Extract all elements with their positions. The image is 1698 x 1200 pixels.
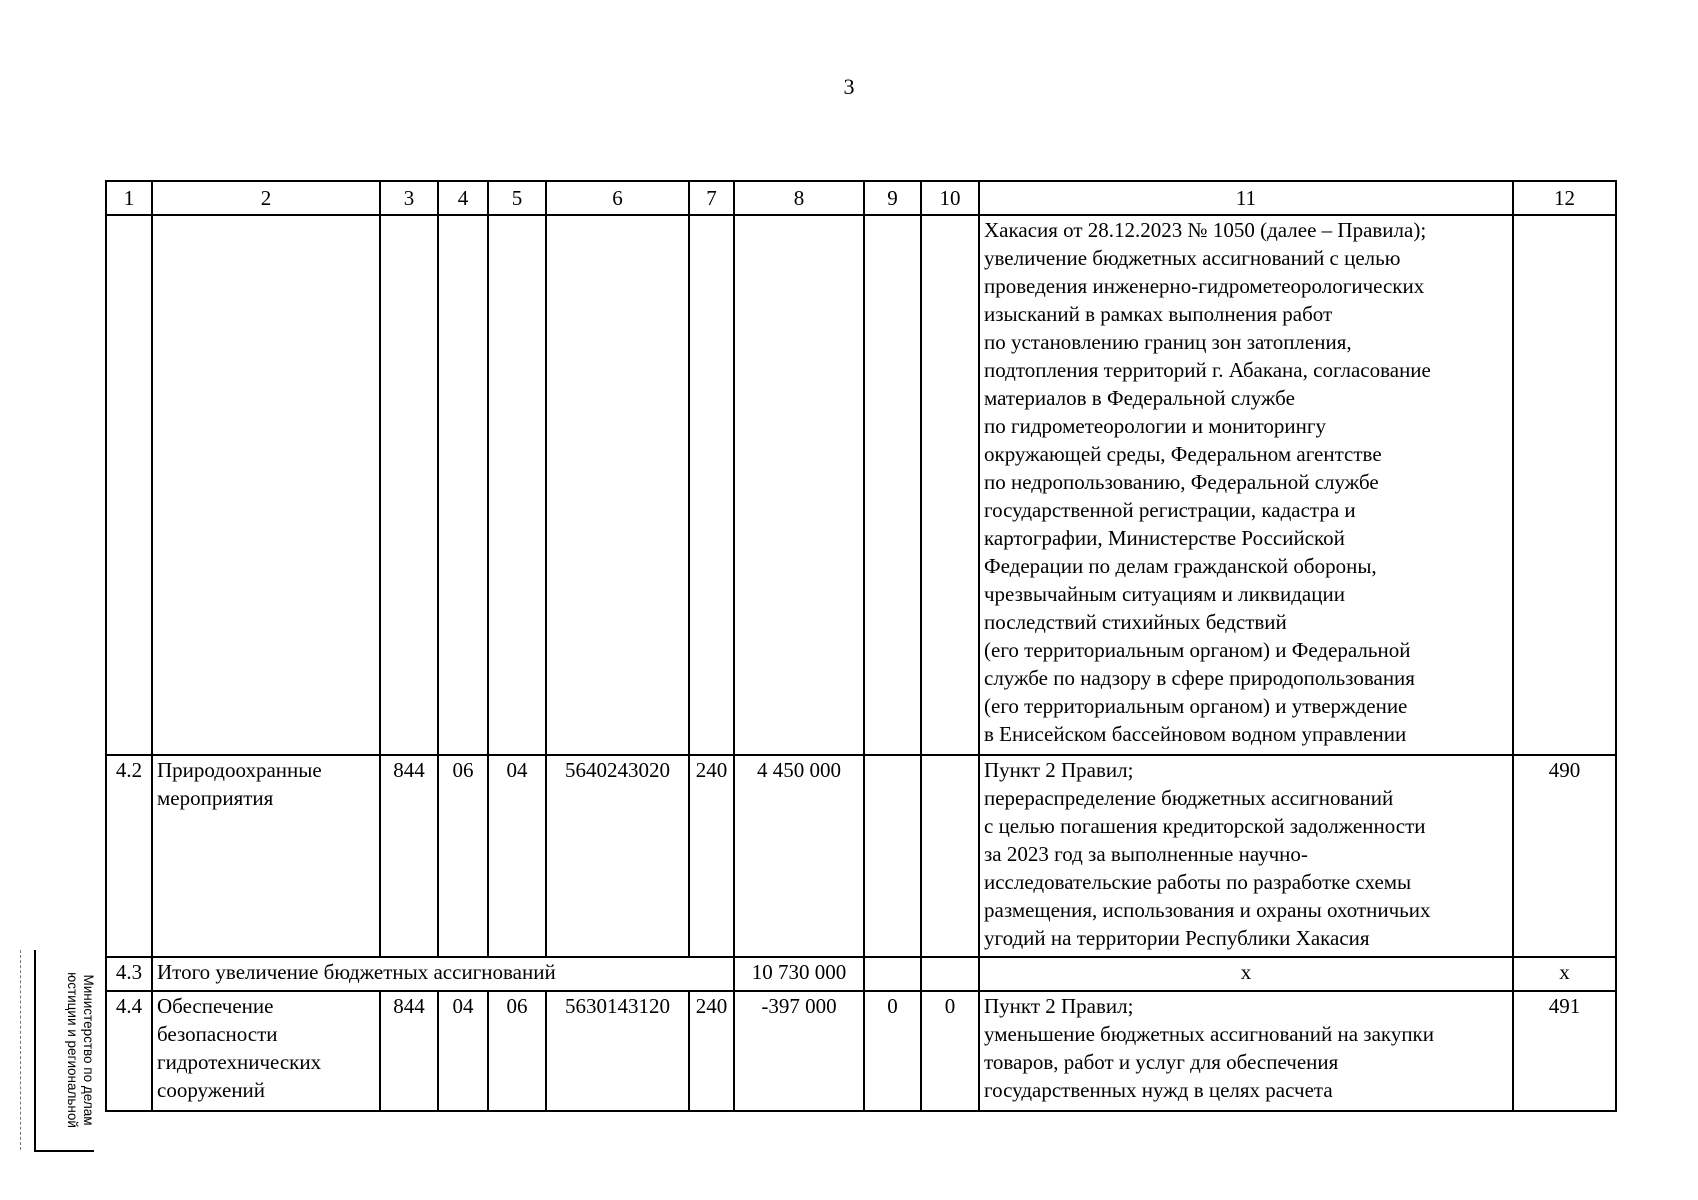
cell-empty <box>864 957 921 991</box>
text-line: в Енисейском бассейновом водном управлении <box>984 722 1407 746</box>
cell-col12: 491 <box>1513 991 1616 1111</box>
cell-target-article: 5640243020 <box>546 755 689 957</box>
text-line: чрезвычайным ситуациям и ликвидации <box>984 582 1345 606</box>
cell-section: 04 <box>438 991 488 1111</box>
text-line: материалов в Федеральной службе <box>984 386 1295 410</box>
row-number: 4.3 <box>106 957 152 991</box>
text-line: Федерации по делам гражданской обороны, <box>984 554 1377 578</box>
header-cell: 2 <box>152 181 380 215</box>
cell-section: 06 <box>438 755 488 957</box>
cell-empty <box>734 215 864 755</box>
table-row-4-2 <box>106 755 1616 957</box>
header-cell: 3 <box>380 181 438 215</box>
text-line: Пункт 2 Правил; <box>984 994 1134 1018</box>
header-cell: 6 <box>546 181 689 215</box>
cell-empty <box>438 215 488 755</box>
text-line: изысканий в рамках выполнения работ <box>984 302 1333 326</box>
text-line: последствий стихийных бедствий <box>984 610 1287 634</box>
cell-subsection: 06 <box>488 991 546 1111</box>
text-line: по недропользованию, Федеральной службе <box>984 470 1379 494</box>
cell-col12: х <box>1513 957 1616 991</box>
cell-amount: 4 450 000 <box>734 755 864 957</box>
text-line: угодий на территории Республики Хакасия <box>984 926 1370 950</box>
text-line: безопасности <box>157 1022 278 1046</box>
text-line: сооружений <box>157 1078 266 1102</box>
header-cell: 12 <box>1513 181 1616 215</box>
text-line: Обеспечение <box>157 994 274 1018</box>
justification-text <box>979 215 1513 755</box>
cell-empty <box>921 215 979 755</box>
text-line: размещения, использования и охраны охотничьих <box>984 898 1431 922</box>
text-line: гидротехнических <box>157 1050 322 1074</box>
budget-table <box>105 180 1617 1112</box>
cell-expense-type: 240 <box>689 991 734 1111</box>
cell-empty <box>106 215 152 755</box>
stamp-line: юстиции и региональной <box>65 972 80 1128</box>
cell-target-article: 5630143120 <box>546 991 689 1111</box>
cell-amount: -397 000 <box>734 991 864 1111</box>
cell-col9 <box>864 755 921 957</box>
text-line: государственной регистрации, кадастра и <box>984 498 1356 522</box>
cell-empty <box>546 215 689 755</box>
text-line: исследовательские работы по разработке схемы <box>984 870 1412 894</box>
stamp-text <box>38 950 96 1150</box>
table-row-4-4 <box>106 991 1616 1111</box>
text-line: картографии, Министерстве Российской <box>984 526 1345 550</box>
cell-expense-type: 240 <box>689 755 734 957</box>
cell-ministry-code: 844 <box>380 755 438 957</box>
cell-col12: 490 <box>1513 755 1616 957</box>
text-line: по гидрометеорологии и мониторингу <box>984 414 1327 438</box>
stamp-line: Министерство по делам <box>81 974 96 1126</box>
text-line: окружающей среды, Федеральном агентстве <box>984 442 1382 466</box>
row-number: 4.2 <box>106 755 152 957</box>
justification-text <box>979 991 1513 1111</box>
cell-col9: 0 <box>864 991 921 1111</box>
header-cell: 8 <box>734 181 864 215</box>
cell-empty <box>152 215 380 755</box>
cell-col11: х <box>979 957 1513 991</box>
text-line: увеличение бюджетных ассигнований с целью <box>984 246 1401 270</box>
text-line: Хакасия от 28.12.2023 № 1050 (далее – Правила); <box>984 218 1427 242</box>
cell-empty <box>689 215 734 755</box>
cell-empty <box>1513 215 1616 755</box>
text-line: (его территориальным органом) и Федеральной <box>984 638 1411 662</box>
table-header-row <box>106 181 1616 215</box>
header-cell: 5 <box>488 181 546 215</box>
text-line: по установлению границ зон затопления, <box>984 330 1352 354</box>
header-cell: 7 <box>689 181 734 215</box>
cell-ministry-code: 844 <box>380 991 438 1111</box>
text-line: Природоохранные <box>157 758 322 782</box>
cell-empty <box>380 215 438 755</box>
row-total-label: Итого увеличение бюджетных ассигнований <box>152 957 734 991</box>
cell-empty <box>864 215 921 755</box>
header-cell: 10 <box>921 181 979 215</box>
header-cell: 1 <box>106 181 152 215</box>
header-cell: 4 <box>438 181 488 215</box>
text-line: службе по надзору в сфере природопользования <box>984 666 1415 690</box>
text-line: государственных нужд в целях расчета <box>984 1078 1333 1102</box>
row-number: 4.4 <box>106 991 152 1111</box>
text-line: перераспределение бюджетных ассигнований <box>984 786 1394 810</box>
cell-col10: 0 <box>921 991 979 1111</box>
text-line: уменьшение бюджетных ассигнований на закупки <box>984 1022 1434 1046</box>
table-row-4-3 <box>106 957 1616 991</box>
cell-subsection: 04 <box>488 755 546 957</box>
page-number: 3 <box>843 74 855 99</box>
header-cell: 11 <box>979 181 1513 215</box>
stamp-margin-mark <box>20 950 27 1150</box>
text-line: за 2023 год за выполненные научно- <box>984 842 1308 866</box>
text-line: проведения инженерно-гидрометеорологических <box>984 274 1425 298</box>
text-line: с целью погашения кредиторской задолженности <box>984 814 1426 838</box>
cell-empty <box>488 215 546 755</box>
text-line: (его территориальным органом) и утверждение <box>984 694 1408 718</box>
text-line: мероприятия <box>157 786 274 810</box>
text-line: товаров, работ и услуг для обеспечения <box>984 1050 1339 1074</box>
cell-amount: 10 730 000 <box>734 957 864 991</box>
continuation-row <box>106 215 1616 755</box>
row-name <box>152 755 380 957</box>
header-cell: 9 <box>864 181 921 215</box>
justification-text <box>979 755 1513 957</box>
text-line: подтопления территорий г. Абакана, согласование <box>984 358 1431 382</box>
cell-empty <box>921 957 979 991</box>
cell-col10 <box>921 755 979 957</box>
row-name <box>152 991 380 1111</box>
text-line: Пункт 2 Правил; <box>984 758 1134 782</box>
registration-stamp <box>34 950 94 1152</box>
